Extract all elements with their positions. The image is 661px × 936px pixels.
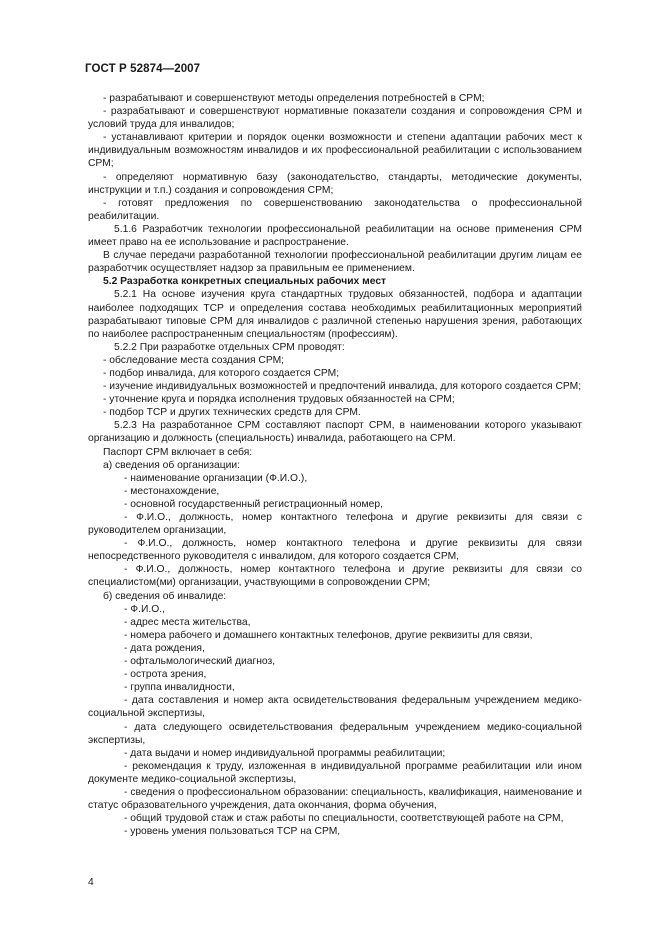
- list-item: - подбор инвалида, для которого создается СРМ;: [103, 367, 340, 379]
- list-item: - подбор ТСР и других технических средств для СРМ.: [103, 407, 361, 419]
- paragraph: - разрабатывают и совершенствуют методы определения потребностей в СРМ;: [103, 93, 485, 104]
- list-heading-a: а) сведения об организации:: [103, 459, 240, 471]
- list-item: - адрес места жительства,: [124, 616, 251, 628]
- list-item: - Ф.И.О., должность, номер контактного телефона и другие реквизиты для связи непосредственного руководителя с инвалидом, для которого создается СРМ,: [88, 538, 582, 563]
- list-item: - основной государственный регистрационный номер,: [124, 498, 383, 510]
- list-item: - Ф.И.О., должность, номер контактного телефона и другие реквизиты для связи с руководителем организации,: [88, 512, 582, 537]
- list-heading-b: б) сведения об инвалиде:: [103, 590, 227, 602]
- list-item: - уровень умения пользоваться ТСР на СРМ,: [124, 826, 341, 838]
- clause-5-1-6: 5.1.6 Разработчик технологии профессиональной реабилитации на основе применения СРМ имеет право на ее использование и распространение.: [88, 223, 582, 249]
- list-item: - дата составления и номер акта освидетельствования федеральным учреждением медико-социальной экспертизы,: [88, 695, 582, 720]
- paragraph: - определяют нормативную базу (законодательство, стандарты, методические документы, инструкции и т.п.) создания и сопровождения СРМ;: [88, 171, 582, 196]
- document-header: ГОСТ Р 52874—2007: [85, 63, 201, 75]
- paragraph: - разрабатывают и совершенствуют нормативные показатели создания и сопровождения СРМ и условий труда для инвалидов;: [88, 106, 582, 131]
- list-item: - группа инвалидности,: [124, 682, 235, 694]
- clause-5-2-3: 5.2.3 На разработанное СРМ составляют паспорт СРМ, в наименовании которого указывают организацию и должность (специальность) инвалида, работающего на СРМ.: [88, 420, 582, 445]
- clause-5-2-2: 5.2.2 При разработке отдельных СРМ проводят:: [114, 341, 345, 353]
- list-item: - дата рождения,: [124, 642, 205, 654]
- list-item: - офтальмологический диагноз,: [124, 656, 276, 668]
- list-item: - рекомендация к труду, изложенная в индивидуальной программе реабилитации или ином документе медико-социальной экспертизы,: [88, 760, 582, 785]
- section-heading-5-2: 5.2 Разработка конкретных специальных рабочих мест: [103, 276, 387, 288]
- list-item: - дата выдачи и номер индивидуальной программы реабилитации;: [124, 747, 446, 759]
- list-item: - изучение индивидуальных возможностей и предпочтений инвалида, для которого создается СРМ;: [103, 381, 582, 393]
- paragraph: - устанавливают критерии и порядок оценки возможности и степени адаптации рабочих мест к индивидуальным возможностям инвалидов и их профессиональной реабилитации с использованием СРМ;: [88, 132, 582, 170]
- list-item: - общий трудовой стаж и стаж работы по специальности, соответствующей работе на СРМ,: [124, 813, 564, 825]
- list-item: - обследование места создания СРМ;: [103, 354, 285, 366]
- list-item: - дата следующего освидетельствования федеральным учреждением медико-социальной экспертизы,: [88, 721, 582, 746]
- clause-5-2-1: 5.2.1 На основе изучения круга стандартных трудовых обязанностей, подбора и адаптации наиболее подходящих ТСР и определения состава необходимых реабилитационных мероприятий разрабатывают типовые СРМ для инвалидов с различной степенью нарушения зрения, работающих по наиболее распространенным специальностям (профессиям).: [88, 289, 582, 340]
- page-number: 4: [88, 877, 94, 888]
- paragraph: В случае передачи разработанной технологии профессиональной реабилитации другим лицам ее разработчик осуществляет надзор за правильным ее применением.: [88, 250, 582, 275]
- list-item: - острота зрения,: [124, 669, 207, 681]
- list-item: - Ф.И.О.,: [124, 603, 165, 615]
- list-item: - наименование организации (Ф.И.О.),: [124, 472, 308, 484]
- document-body: [88, 92, 582, 838]
- list-item: - уточнение круга и порядка исполнения трудовых обязанностей на СРМ;: [103, 394, 455, 406]
- list-item: - сведения о профессиональном образовании: специальность, квалификация, наименование и статус образовательного учреждения, дата окончания, форма обучения,: [88, 786, 582, 812]
- list-item: - номера рабочего и домашнего контактных телефонов, другие реквизиты для связи,: [124, 629, 533, 641]
- paragraph: Паспорт СРМ включает в себя:: [103, 446, 253, 458]
- list-item: - местонахождение,: [124, 485, 220, 497]
- paragraph: - готовят предложения по совершенствованию законодательства о профессиональной реабилитации.: [88, 197, 582, 222]
- list-item: - Ф.И.О., должность, номер контактного телефона и другие реквизиты для связи со специалистом(ми) организации, участвующими в сопровождении СРМ;: [88, 564, 582, 589]
